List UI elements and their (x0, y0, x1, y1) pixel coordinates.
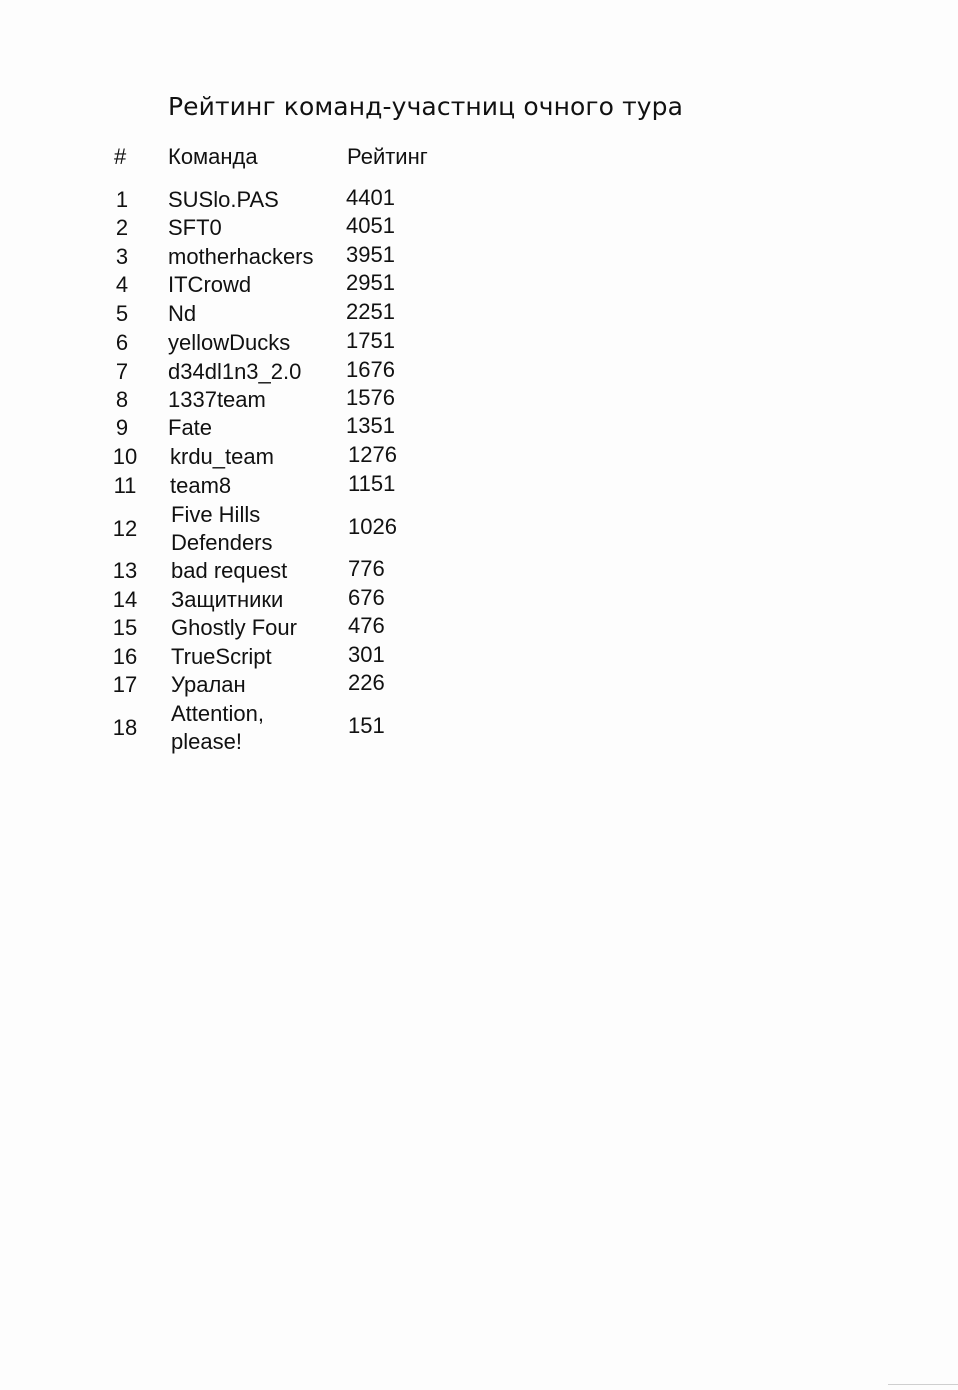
team-name (171, 586, 283, 614)
team-name (168, 271, 251, 299)
team-name (171, 557, 287, 585)
rating-value: 151 (348, 713, 385, 738)
rank-number: 11 (113, 473, 137, 498)
team-name-line: motherhackers (168, 244, 314, 269)
rank-number: 10 (112, 444, 138, 469)
team-name-line: d34dl1n3_2.0 (168, 359, 302, 384)
team-name-line: yellowDucks (168, 330, 291, 355)
team-name-line: SUSlo.PAS (168, 187, 279, 212)
rank-number: 1 (115, 187, 129, 212)
team-name (168, 329, 290, 357)
rank-number: 6 (115, 330, 129, 355)
rating-value: 1351 (346, 413, 395, 438)
rating-value: 226 (348, 670, 385, 695)
rating-value: 676 (348, 585, 385, 610)
rating-value: 301 (348, 642, 385, 667)
rating-value: 3951 (346, 242, 395, 267)
team-name-line: Nd (168, 301, 197, 326)
team-name-line: Fate (168, 415, 213, 440)
team-name-line: SFT0 (168, 215, 222, 240)
rating-value: 1276 (348, 442, 397, 467)
team-name-line: ITCrowd (168, 272, 252, 297)
team-name (168, 414, 212, 442)
rating-value: 4401 (346, 185, 395, 210)
rank-number: 12 (112, 516, 138, 541)
team-name (171, 671, 246, 699)
rating-value: 1026 (348, 514, 397, 539)
scan-edge-line (888, 1384, 958, 1385)
team-name (170, 472, 231, 500)
rating-value: 1576 (346, 385, 395, 410)
rank-number: 15 (112, 615, 138, 640)
rank-number: 3 (115, 244, 129, 269)
rating-value: 1676 (346, 357, 395, 382)
rank-number: 7 (115, 359, 129, 384)
page-title: Рейтинг команд-участниц очного тура (168, 92, 684, 121)
team-name (168, 243, 314, 271)
team-name-line: TrueScript (171, 644, 272, 669)
team-name-line: krdu_team (170, 444, 274, 469)
rank-number: 5 (115, 301, 129, 326)
team-name (171, 614, 297, 642)
team-name-line: 1337team (168, 387, 266, 412)
rating-value: 1751 (346, 328, 395, 353)
team-name-line: Attention, (171, 701, 264, 726)
header-team: Команда (168, 144, 258, 169)
rating-value: 2951 (346, 270, 395, 295)
team-name-line: Защитники (171, 587, 284, 612)
team-name (168, 386, 266, 414)
team-name (168, 358, 301, 386)
team-name (171, 700, 264, 756)
team-name (168, 300, 196, 328)
team-name-line: please! (171, 729, 242, 754)
team-name-line: team8 (170, 473, 232, 498)
team-name (171, 643, 272, 671)
header-number: # (114, 144, 127, 169)
rank-number: 8 (115, 387, 129, 412)
team-name (171, 501, 273, 557)
team-name-line: bad request (171, 558, 288, 583)
rating-value: 776 (348, 556, 385, 581)
rank-number: 13 (112, 558, 138, 583)
rank-number: 17 (112, 672, 138, 697)
team-name-line: Ghostly Four (171, 615, 297, 640)
team-name-line: Five Hills (171, 502, 261, 527)
team-name (168, 186, 279, 214)
team-name (168, 214, 222, 242)
rank-number: 9 (115, 415, 129, 440)
rank-number: 18 (112, 715, 138, 740)
rank-number: 14 (112, 587, 138, 612)
team-name (170, 443, 274, 471)
rating-value: 2251 (346, 299, 395, 324)
rating-value: 1151 (348, 471, 396, 496)
header-rating: Рейтинг (347, 144, 428, 169)
rating-value: 476 (348, 613, 385, 638)
team-name-line: Defenders (171, 530, 273, 555)
team-name-line: Уралан (171, 672, 246, 697)
rank-number: 16 (112, 644, 138, 669)
rating-value: 4051 (346, 213, 395, 238)
rank-number: 2 (115, 215, 129, 240)
rank-number: 4 (115, 272, 129, 297)
